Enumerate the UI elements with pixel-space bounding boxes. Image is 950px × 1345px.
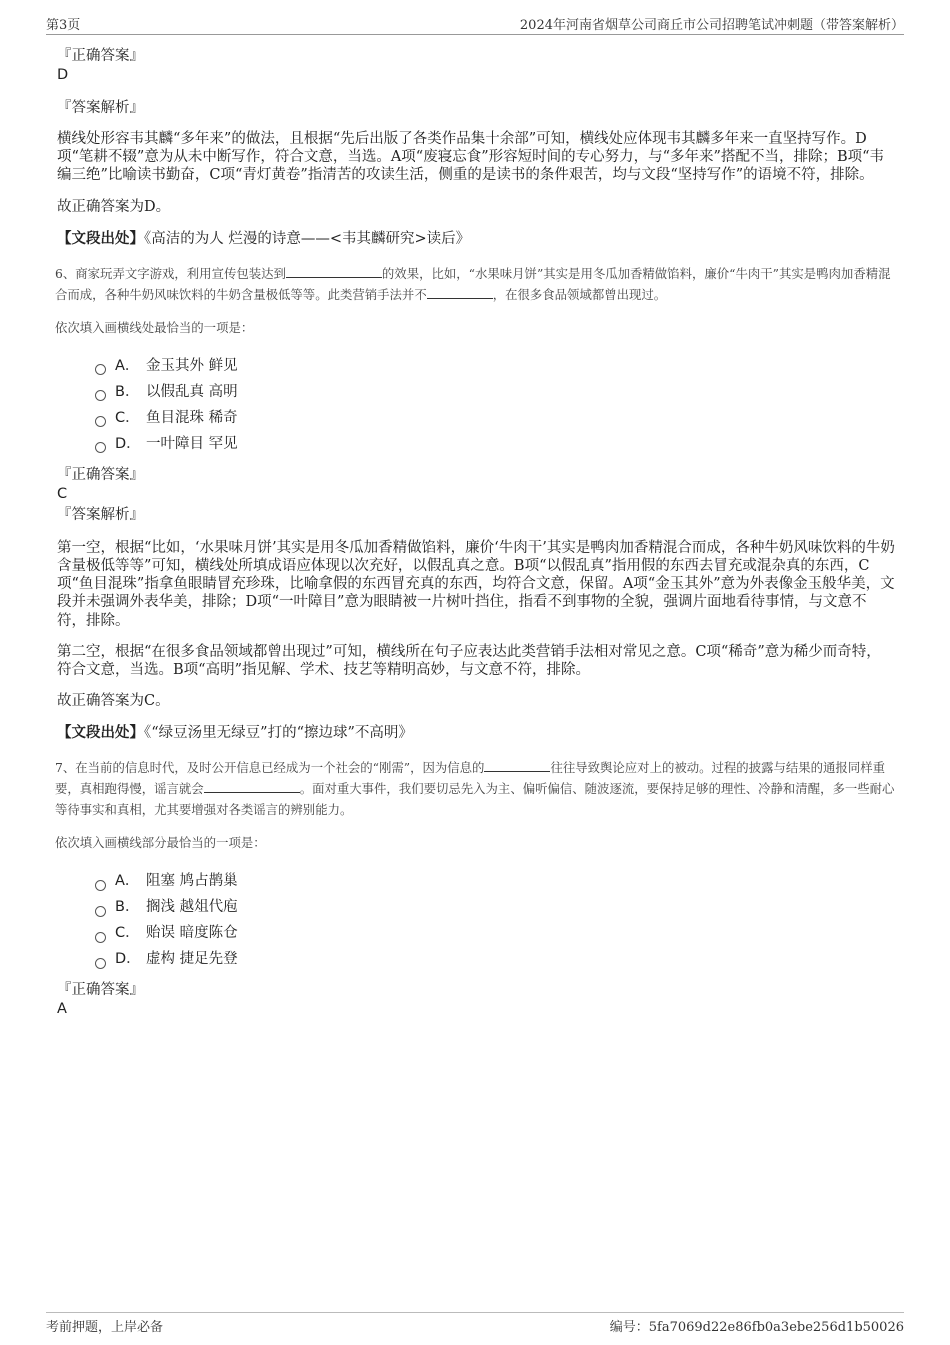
document-body bbox=[57, 46, 895, 1032]
option-text: 贻误 暗度陈仓 bbox=[146, 925, 238, 942]
option-d[interactable] bbox=[95, 946, 895, 972]
radio-icon[interactable] bbox=[95, 958, 106, 969]
source-label: 【文段出处】 bbox=[57, 229, 144, 247]
answer-label: 『正确答案』 bbox=[57, 982, 144, 999]
question-text: 的效果，比如，“水果味月饼”其实是用冬瓜加香精做馅料，廉价“牛肉干”其实是鸭肉加香精混合而成，各种牛奶风味饮料的牛奶含量极低等等。此类营销手法并不 bbox=[55, 265, 891, 302]
document-id: 编号：5fa7069d22e86fb0a3ebe256d1b50026 bbox=[609, 1320, 904, 1335]
source-label: 【文段出处】 bbox=[57, 724, 144, 742]
option-b[interactable] bbox=[95, 379, 895, 405]
source-title: 《高洁的为人 烂漫的诗意——<韦其麟研究>读后》 bbox=[144, 230, 471, 247]
question-7-prompt: 依次填入画横线部分最恰当的一项是： bbox=[55, 835, 266, 851]
answer-value: A bbox=[57, 1001, 67, 1018]
option-text: 金玉其外 鲜见 bbox=[146, 357, 238, 374]
question-text: ，在很多食品领域都曾出现过。 bbox=[492, 286, 667, 302]
answer-label: 『正确答案』 bbox=[57, 466, 144, 483]
option-text: 虚构 捷足先登 bbox=[146, 951, 238, 968]
option-letter: B． bbox=[115, 383, 140, 400]
fill-blank bbox=[286, 263, 382, 278]
option-a[interactable] bbox=[95, 868, 895, 894]
question-6-prompt: 依次填入画横线处最恰当的一项是： bbox=[55, 319, 254, 335]
analysis-text: 第一空，根据“比如，‘水果味月饼’其实是用冬瓜加香精做馅料，廉价‘牛肉干’其实是鸭肉加香精混合而成，各种牛奶风味饮料的牛奶含量极低等等”可知，横线处所填成语应体现以次充好，以假乱真之意。B项“以假乱真”指用假的东西去冒充或混杂真的东西，C项“鱼目混珠”指拿鱼眼睛冒充珍珠，比喻拿假的东西冒充真的东西，均符合文意，保留。A项“金玉其外”意为外表像金玉般华美，文段并未强调外表华美，排除；D项“一叶障目”意为眼睛被一片树叶挡住，指看不到事物的全貌，强调片面地看待事情，与文意不符，排除。 bbox=[57, 539, 895, 629]
question-6-options bbox=[95, 353, 895, 457]
answer-label: 『正确答案』 bbox=[57, 48, 144, 64]
option-letter: D． bbox=[115, 435, 141, 452]
radio-icon[interactable] bbox=[95, 932, 106, 943]
fill-blank bbox=[427, 284, 493, 299]
radio-icon[interactable] bbox=[95, 880, 106, 891]
question-text: 7、在当前的信息时代，及时公开信息已经成为一个社会的“刚需”，因为信息的 bbox=[55, 760, 485, 776]
page-footer bbox=[46, 1312, 904, 1335]
option-text: 以假乱真 高明 bbox=[146, 383, 238, 400]
radio-icon[interactable] bbox=[95, 442, 106, 453]
option-text: 一叶障目 罕见 bbox=[146, 435, 238, 452]
analysis-label: 『答案解析』 bbox=[57, 506, 144, 523]
question-text: 6、商家玩弄文字游戏，利用宣传包装达到 bbox=[55, 265, 286, 281]
fill-blank bbox=[484, 757, 550, 772]
question-text: 往往导致舆论应对上的被动。过程的披露与结果的通报同样重要，真相跑得慢，谣言就会 bbox=[55, 760, 885, 797]
option-text: 搁浅 越俎代庖 bbox=[146, 899, 238, 916]
question-7-stem bbox=[55, 757, 895, 820]
source-title: 《“绿豆汤里无绿豆”打的“擦边球”不高明》 bbox=[144, 725, 413, 742]
option-c[interactable] bbox=[95, 405, 895, 431]
document-title: 2024年河南省烟草公司商丘市公司招聘笔试冲刺题（带答案解析） bbox=[519, 18, 904, 33]
radio-icon[interactable] bbox=[95, 416, 106, 427]
option-b[interactable] bbox=[95, 894, 895, 920]
question-text: 。面对重大事件，我们要切忌先入为主、偏听偏信、随波逐流，要保持足够的理性、冷静和清醒，多一些耐心等待事实和真相，尤其要增强对各类谣言的辨别能力。 bbox=[55, 781, 895, 818]
option-letter: C． bbox=[115, 925, 140, 942]
question-6-stem bbox=[55, 263, 895, 305]
option-letter: A． bbox=[115, 873, 140, 890]
option-text: 阻塞 鸠占鹊巢 bbox=[146, 873, 238, 890]
option-letter: B． bbox=[115, 899, 140, 916]
option-a[interactable] bbox=[95, 353, 895, 379]
page-number: 第3页 bbox=[46, 18, 81, 33]
conclusion-text: 故正确答案为D。 bbox=[57, 198, 171, 215]
option-letter: D． bbox=[115, 951, 141, 968]
source-line bbox=[57, 229, 895, 249]
fill-blank bbox=[204, 778, 300, 793]
conclusion-text: 故正确答案为C。 bbox=[57, 693, 170, 710]
analysis-text: 横线处形容韦其麟“多年来”的做法，且根据“先后出版了各类作品集十余部”可知，横线处应体现韦其麟多年来一直坚持写作。D项“笔耕不辍”意为从未中断写作，符合文意，当选。A项“废寝忘食”形容短时间的专心努力，与“多年来”搭配不当，排除；B项“韦编三绝”比喻读书勤奋，C项“青灯黄卷”指清苦的攻读生活，侧重的是读书的条件艰苦，均与文段“坚持写作”的语境不符，排除。 bbox=[57, 131, 885, 184]
option-d[interactable] bbox=[95, 431, 895, 457]
question-7-options bbox=[95, 868, 895, 972]
radio-icon[interactable] bbox=[95, 364, 106, 375]
radio-icon[interactable] bbox=[95, 906, 106, 917]
analysis-text: 第二空，根据“在很多食品领域都曾出现过”可知，横线所在句子应表达此类营销手法相对常见之意。C项“稀奇”意为稀少而奇特，符合文意，当选。B项“高明”指见解、学术、技艺等精明高妙，与文意不符，排除。 bbox=[57, 643, 881, 679]
option-letter: A． bbox=[115, 357, 140, 374]
option-letter: C． bbox=[115, 409, 140, 426]
option-text: 鱼目混珠 稀奇 bbox=[146, 409, 238, 426]
option-c[interactable] bbox=[95, 920, 895, 946]
answer-value: C bbox=[57, 485, 68, 502]
page-header bbox=[46, 14, 904, 35]
analysis-label: 『答案解析』 bbox=[57, 100, 144, 116]
answer-value: D bbox=[57, 67, 69, 83]
source-line bbox=[57, 723, 895, 743]
footer-slogan: 考前押题，上岸必备 bbox=[46, 1320, 164, 1335]
radio-icon[interactable] bbox=[95, 390, 106, 401]
